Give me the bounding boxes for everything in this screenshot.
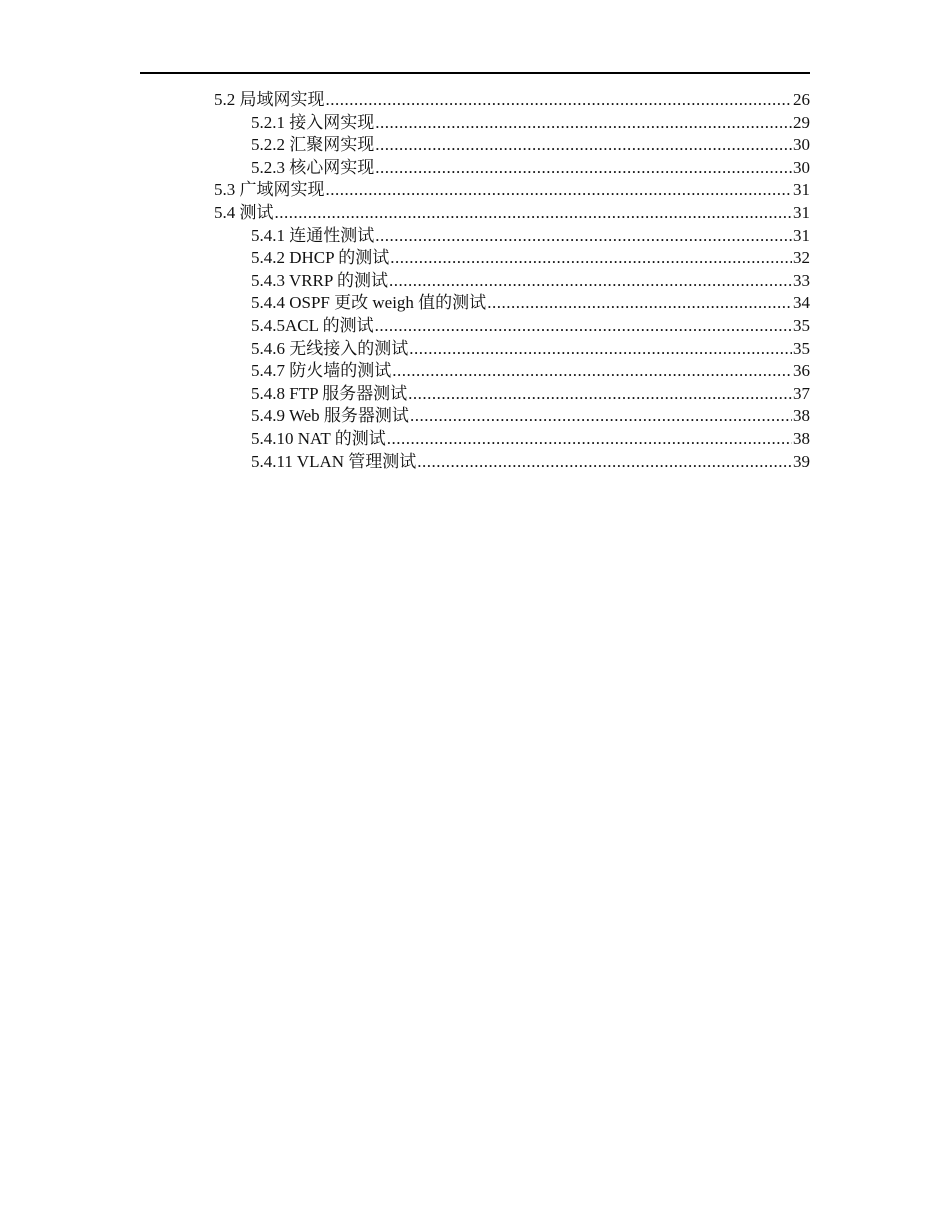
toc-dot-leader bbox=[326, 89, 793, 112]
toc-entry-label: 5.2.2 汇聚网实现 bbox=[251, 135, 375, 155]
toc-page-number: 31 bbox=[793, 225, 810, 245]
toc-entry[interactable] bbox=[251, 134, 810, 157]
toc-entry[interactable] bbox=[214, 89, 810, 112]
toc-entry-label: 5.3 广域网实现 bbox=[214, 180, 325, 200]
toc-entry-label: 5.4.9 Web 服务器测试 bbox=[251, 406, 409, 426]
toc-dot-leader bbox=[275, 202, 793, 225]
toc-entry-label: 5.4.2 DHCP 的测试 bbox=[251, 248, 390, 268]
toc-dot-leader bbox=[387, 428, 792, 451]
toc-dot-leader bbox=[408, 383, 792, 406]
toc-page-number: 38 bbox=[793, 429, 810, 448]
toc-page-number: 39 bbox=[793, 451, 810, 471]
toc-dot-leader bbox=[375, 112, 792, 135]
toc-entry-label: 5.2.1 接入网实现 bbox=[251, 112, 375, 132]
toc-entry-label: 5.2 局域网实现 bbox=[214, 90, 325, 109]
toc-entry-label: 5.4 测试 bbox=[214, 203, 274, 222]
toc-entry[interactable] bbox=[251, 338, 810, 361]
toc-entry[interactable] bbox=[251, 360, 810, 383]
toc-dot-leader bbox=[409, 338, 792, 361]
toc-page-number: 33 bbox=[793, 270, 810, 290]
toc-entry[interactable] bbox=[214, 202, 810, 225]
toc-page-number: 30 bbox=[793, 135, 810, 155]
toc-page-number: 31 bbox=[793, 203, 810, 222]
toc-dot-leader bbox=[375, 315, 792, 338]
toc-entry[interactable] bbox=[251, 247, 810, 270]
toc-entry[interactable] bbox=[251, 451, 810, 474]
toc-page-number: 26 bbox=[793, 90, 810, 109]
toc-entry-label: 5.4.10 NAT 的测试 bbox=[251, 429, 386, 448]
toc-entry[interactable] bbox=[251, 428, 810, 451]
toc-dot-leader bbox=[390, 247, 792, 270]
header-rule bbox=[140, 72, 810, 74]
toc-entry-label: 5.4.1 连通性测试 bbox=[251, 225, 375, 245]
toc-page-number: 31 bbox=[793, 180, 810, 200]
toc-dot-leader bbox=[417, 451, 792, 474]
toc-entry-label: 5.4.7 防火墙的测试 bbox=[251, 361, 392, 381]
toc-dot-leader bbox=[392, 360, 792, 383]
toc-dot-leader bbox=[487, 292, 792, 315]
toc-entry[interactable] bbox=[251, 383, 810, 406]
toc-entry[interactable] bbox=[251, 157, 810, 180]
toc-page-number: 35 bbox=[793, 338, 810, 358]
toc-page-number: 35 bbox=[793, 316, 810, 335]
toc-page-number: 29 bbox=[793, 112, 810, 132]
toc-dot-leader bbox=[326, 179, 793, 202]
toc-dot-leader bbox=[375, 157, 792, 180]
toc-entry[interactable] bbox=[251, 270, 810, 293]
toc-entry[interactable] bbox=[251, 405, 810, 428]
toc-page-number: 36 bbox=[793, 361, 810, 381]
toc-entry-label: 5.4.6 无线接入的测试 bbox=[251, 338, 409, 358]
toc-entry-label: 5.4.8 FTP 服务器测试 bbox=[251, 383, 408, 403]
toc-page-number: 32 bbox=[793, 248, 810, 268]
toc-page-number: 30 bbox=[793, 157, 810, 177]
toc-entry[interactable] bbox=[214, 179, 810, 202]
toc-entry[interactable] bbox=[251, 112, 810, 135]
toc-dot-leader bbox=[389, 270, 792, 293]
toc-entry-label: 5.4.4 OSPF 更改 weigh 值的测试 bbox=[251, 293, 487, 313]
toc-entry-label: 5.4.5ACL 的测试 bbox=[251, 316, 374, 335]
toc-entry-label: 5.4.3 VRRP 的测试 bbox=[251, 270, 388, 290]
toc-entry[interactable] bbox=[251, 292, 810, 315]
toc-entry-label: 5.2.3 核心网实现 bbox=[251, 157, 375, 177]
toc-dot-leader bbox=[375, 134, 792, 157]
toc-page-number: 38 bbox=[793, 406, 810, 426]
toc-entry-label: 5.4.11 VLAN 管理测试 bbox=[251, 451, 417, 471]
toc-entry[interactable] bbox=[251, 225, 810, 248]
toc-page-number: 34 bbox=[793, 293, 810, 313]
toc-page-number: 37 bbox=[793, 383, 810, 403]
toc-dot-leader bbox=[375, 225, 792, 248]
toc-entry[interactable] bbox=[251, 315, 810, 338]
toc-dot-leader bbox=[410, 405, 792, 428]
